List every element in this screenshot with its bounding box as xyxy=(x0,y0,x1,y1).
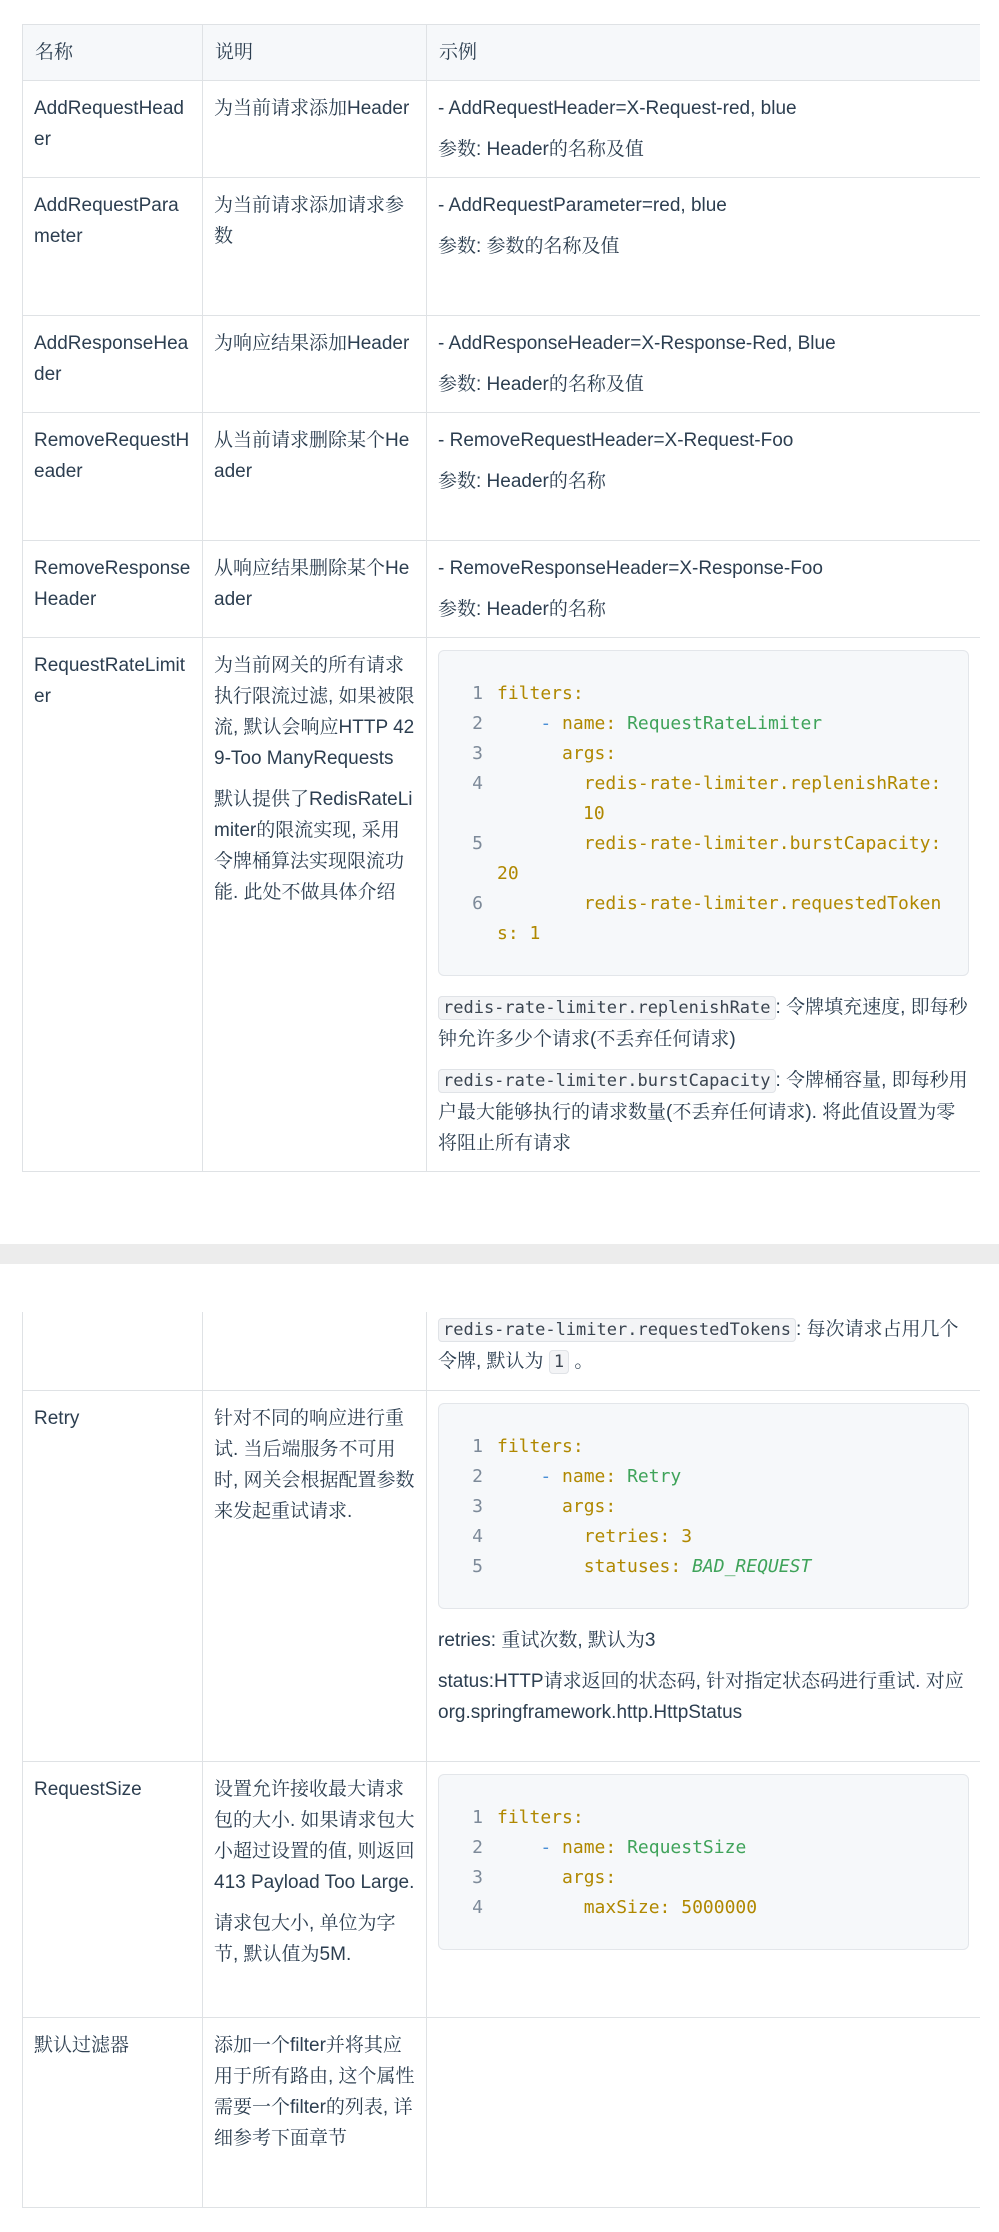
line-number: 4 xyxy=(472,773,483,794)
filter-name xyxy=(23,1312,203,1391)
description-paragraph: 默认提供了RedisRateLimiter的限流实现, 采用令牌桶算法实现限流功能. 此处不做具体介绍 xyxy=(214,789,413,903)
example-params: 参数: Header的名称 xyxy=(438,599,606,620)
line-number: 1 xyxy=(472,1436,483,1457)
table-row xyxy=(23,413,981,541)
filter-example xyxy=(427,413,981,541)
line-number: 6 xyxy=(472,893,483,914)
code-value: RequestSize xyxy=(627,1837,747,1858)
filter-name: RequestRateLimiter xyxy=(23,638,203,1172)
example-params: 参数: 参数的名称及值 xyxy=(438,236,620,257)
filter-description xyxy=(203,1312,427,1391)
header-example: 示例 xyxy=(427,25,981,81)
filter-name: 默认过滤器 xyxy=(23,2018,203,2209)
inline-code: 1 xyxy=(549,1350,569,1374)
filter-example xyxy=(427,178,981,316)
example-line: - AddRequestParameter=red, blue xyxy=(438,195,727,216)
filters-table xyxy=(22,1312,980,2208)
param-description: status:HTTP请求返回的状态码, 针对指定状态码进行重试. 对应 org.springframework.http.HttpStatus xyxy=(438,1671,964,1723)
inline-code: redis-rate-limiter.burstCapacity xyxy=(438,1069,776,1093)
code-key: name: xyxy=(562,713,628,734)
code-key: args: xyxy=(562,1496,617,1517)
line-number: 4 xyxy=(472,1897,483,1918)
table-row xyxy=(23,638,981,1172)
filter-example xyxy=(427,81,981,178)
filter-example xyxy=(427,2018,981,2209)
filter-description: 从当前请求删除某个Header xyxy=(203,413,427,541)
example-line: - RemoveRequestHeader=X-Request-Foo xyxy=(438,430,794,451)
table-header-row xyxy=(23,25,981,81)
code-key: redis-rate-limiter.replenishRate: 10 xyxy=(583,773,953,824)
filter-name: Retry xyxy=(23,1391,203,1762)
code-value: RequestRateLimiter xyxy=(627,713,823,734)
param-description xyxy=(438,1314,969,1378)
line-number: 4 xyxy=(472,1526,483,1547)
filter-example xyxy=(427,638,981,1172)
description-paragraph: 为当前网关的所有请求执行限流过滤, 如果被限流, 默认会响应HTTP 429-Too ManyRequests xyxy=(214,655,415,769)
filters-table xyxy=(22,24,980,1172)
filter-description xyxy=(203,638,427,1172)
code-key: name: xyxy=(562,1837,628,1858)
header-description: 说明 xyxy=(203,25,427,81)
table-row xyxy=(23,2018,981,2209)
code-key: maxSize: 5000000 xyxy=(583,1897,758,1918)
filter-name: RemoveRequestHeader xyxy=(23,413,203,541)
code-key: name: xyxy=(562,1466,628,1487)
filters-table-part-2 xyxy=(22,1312,980,2208)
line-number: 1 xyxy=(472,1807,483,1828)
code-block xyxy=(438,650,969,976)
filter-description: 为当前请求添加Header xyxy=(203,81,427,178)
filter-example xyxy=(427,316,981,413)
filter-example xyxy=(427,541,981,638)
code-dash: - xyxy=(540,713,563,734)
table-row xyxy=(23,81,981,178)
filters-table-part-1 xyxy=(22,24,980,1194)
code-block xyxy=(438,1403,969,1609)
line-number: 2 xyxy=(472,1837,483,1858)
filter-name: RemoveResponseHeader xyxy=(23,541,203,638)
inline-code: redis-rate-limiter.replenishRate xyxy=(438,996,776,1020)
example-params: 参数: Header的名称及值 xyxy=(438,139,644,160)
code-key: args: xyxy=(562,743,617,764)
code-key: retries: 3 xyxy=(583,1526,693,1547)
description-paragraph: 设置允许接收最大请求包的大小. 如果请求包大小超过设置的值, 则返回 413 Payload Too Large. xyxy=(214,1779,415,1893)
filter-description: 为响应结果添加Header xyxy=(203,316,427,413)
param-text: 。 xyxy=(569,1351,594,1372)
line-number: 2 xyxy=(472,713,483,734)
param-description xyxy=(438,1065,969,1159)
code-value: BAD_REQUEST xyxy=(692,1556,812,1577)
inline-code: redis-rate-limiter.requestedTokens xyxy=(438,1318,796,1342)
line-number: 3 xyxy=(472,1867,483,1888)
table-row xyxy=(23,1762,981,2018)
code-key: redis-rate-limiter.burstCapacity: 20 xyxy=(497,833,953,884)
code-value: Retry xyxy=(627,1466,682,1487)
param-description xyxy=(438,992,969,1055)
code-dash: - xyxy=(540,1837,563,1858)
line-number: 3 xyxy=(472,1496,483,1517)
param-text: : 令牌桶容量, 即每秒用户最大能够执行的请求数量(不丢弃任何请求). 将此值设置为零将阻止所有请求 xyxy=(438,1070,968,1154)
line-number: 5 xyxy=(472,833,483,854)
code-dash: - xyxy=(540,1466,563,1487)
filter-description: 针对不同的响应进行重试. 当后端服务不可用时, 网关会根据配置参数来发起重试请求. xyxy=(203,1391,427,1762)
example-params: 参数: Header的名称 xyxy=(438,471,606,492)
code-key: filters: xyxy=(497,1436,584,1457)
table-row xyxy=(23,316,981,413)
example-line: - RemoveResponseHeader=X-Response-Foo xyxy=(438,558,823,579)
filter-name: AddRequestParameter xyxy=(23,178,203,316)
filter-description: 为当前请求添加请求参数 xyxy=(203,178,427,316)
filter-name: RequestSize xyxy=(23,1762,203,2018)
filter-name: AddResponseHeader xyxy=(23,316,203,413)
filter-description xyxy=(203,1762,427,2018)
code-key: redis-rate-limiter.requestedTokens: 1 xyxy=(497,893,942,944)
description-paragraph: 请求包大小, 单位为字节, 默认值为5M. xyxy=(214,1913,396,1965)
filter-description: 添加一个filter并将其应用于所有路由, 这个属性需要一个filter的列表, 详细参考下面章节 xyxy=(203,2018,427,2209)
line-number: 3 xyxy=(472,743,483,764)
filter-example xyxy=(427,1391,981,1762)
filter-example xyxy=(427,1762,981,2018)
table-row xyxy=(23,1312,981,1391)
code-key: statuses: xyxy=(583,1556,693,1577)
table-row xyxy=(23,178,981,316)
example-params: 参数: Header的名称及值 xyxy=(438,374,644,395)
filter-name: AddRequestHeader xyxy=(23,81,203,178)
example-line: - AddResponseHeader=X-Response-Red, Blue xyxy=(438,333,836,354)
code-key: filters: xyxy=(497,1807,584,1828)
table-row xyxy=(23,541,981,638)
filter-description: 从响应结果删除某个Header xyxy=(203,541,427,638)
table-row xyxy=(23,1391,981,1762)
example-line: - AddRequestHeader=X-Request-red, blue xyxy=(438,98,797,119)
code-block xyxy=(438,1774,969,1950)
line-number: 5 xyxy=(472,1556,483,1577)
code-key: args: xyxy=(562,1867,617,1888)
param-text: : 令牌填充速度, 即每秒钟允许多少个请求(不丢弃任何请求) xyxy=(438,997,968,1050)
param-text: : 每次请求占用几个令牌, 默认为 xyxy=(438,1319,959,1372)
screenshot-divider xyxy=(0,1244,999,1264)
line-number: 2 xyxy=(472,1466,483,1487)
param-description: retries: 重试次数, 默认为3 xyxy=(438,1630,656,1651)
line-number: 1 xyxy=(472,683,483,704)
filter-example xyxy=(427,1312,981,1391)
code-key: filters: xyxy=(497,683,584,704)
header-name: 名称 xyxy=(23,25,203,81)
